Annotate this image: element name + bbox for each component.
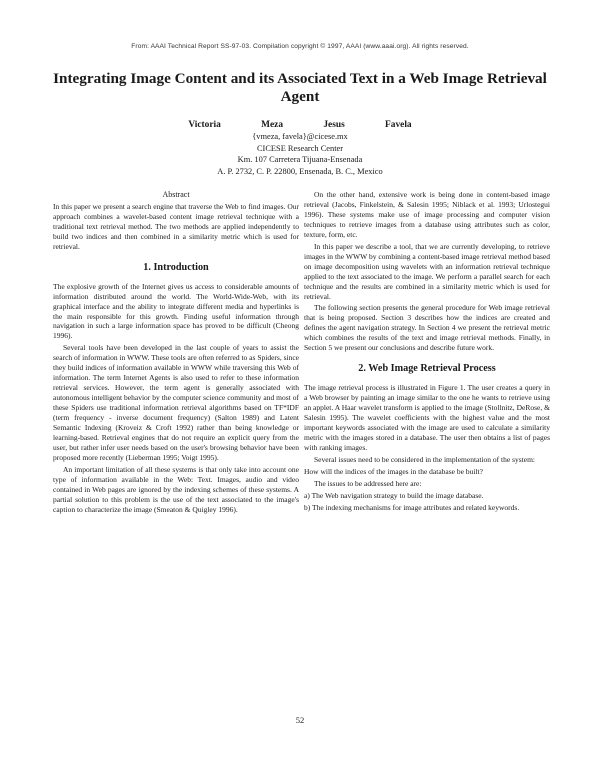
section-2-heading: 2. Web Image Retrieval Process xyxy=(358,363,496,375)
process-issue-a: a) The Web navigation strategy to build the image database. xyxy=(304,490,484,500)
intro-paragraph-5: In this paper we describe a tool, that we are currently developing, to retrieve images in the WWW by combining a content-based image retrieval method based on image decomposition using wavelets with an information retrieval technique applied to the text associated to the image. We perform a parallel search for each technique and the results are combined in a similarity metric which is used for retrieval. xyxy=(304,241,550,301)
right-column xyxy=(304,190,550,515)
process-issue-b: b) The indexing mechanisms for image attributes and related keywords. xyxy=(304,502,520,512)
author-institution: CICESE Research Center xyxy=(256,143,344,153)
process-issues-intro: The issues to be addressed here are: xyxy=(314,478,422,488)
intro-paragraph-6: The following section presents the general procedure for Web image retrieval that is being proposed. Section 3 describes how the indices are created and defines the agent navigation strategy. In Section 4 we present the retrieval metric which combines the results of the text and image retrieval methods. Finally, in Section 5 we present our conclusions and describe future work. xyxy=(304,303,550,353)
author-names: Victoria Meza Jesus Favela xyxy=(188,120,412,130)
left-column xyxy=(53,190,299,517)
intro-paragraph-4: On the other hand, extensive work is being done in content-based image retrieval (Jacobs, Finkelstein, & Salesin 1995; Niblack et al. 1993; Urlostegui 1996). These systems make use of image processing and computer vision techniques to retrieve images from a database using attributes such as color, texture, form, etc. xyxy=(304,190,550,239)
process-paragraph-2: Several issues need to be considered in the implementation of the system: xyxy=(314,454,535,464)
author-address-line-1: Km. 107 Carretera Tijuana-Ensenada xyxy=(237,155,363,165)
abstract-heading: Abstract xyxy=(162,190,190,199)
intro-paragraph-1: The explosive growth of the Internet gives us access to considerable amounts of information distributed around the world. The World-Wide-Web, with its graphical interface and the ability to integrate different media and hyperlinks is the main responsible for this growth. Finding useful information through navigation in such a large information space has proved to be difficult (Cheong 1996). xyxy=(53,281,299,341)
process-paragraph-1: The image retrieval process is illustrated in Figure 1. The user creates a query in a Web browser by painting an image similar to the one he wants to retrieve using an applet. A Haar wavelet transform is applied to the image (Stollnitz, DeRose, & Salesin 1995). The wavelet coefficients with the highest value and the most important keywords associated with the image are used to calculate a similarity metric with the images stored in a database. The user then obtains a list of pages with ranking images. xyxy=(304,383,550,452)
source-note: From: AAAI Technical Report SS-97-03. Compilation copyright © 1997, AAAI (www.aaai.org). All rights reserved. xyxy=(131,43,469,50)
author-address-line-2: A. P. 2732, C. P. 22800, Ensenada, B. C., Mexico xyxy=(217,166,383,176)
page-number: 52 xyxy=(295,715,305,725)
section-1-heading: 1. Introduction xyxy=(143,261,209,273)
author-email: {vmeza, favela}@cicese.mx xyxy=(252,132,348,142)
intro-paragraph-3: An important limitation of all these systems is that only take into account one type of information available in the Web: Text. Images, audio and video contained in Web pages are ignored by the indexing schemes of these systems. A partial solution to this problem is the use of the text associated to the image's caption to characterize the image (Smeaton & Quigley 1996). xyxy=(53,464,299,514)
intro-paragraph-2: Several tools have been developed in the last couple of years to assist the search of information in WWW. These tools are often referred to as Spiders, since they build indices of information available in WWW while traversing this Web of information. The term Internet Agents is also used to refer to these information retrieval services. However, the term agent is generally associated with autonomous intelligent behavior by the computer science community and most of these Spiders use traditional information retrieval algorithms based on TF*IDF (term frequency - inverse document frequency) (Salton 1989) and Latent Semantic Indexing (Kroveiz & Croft 1992) rather than being knowledge or learning-based. Retrieval engines that do not require an explicit query from the user, but rather infer user needs based on the user's browsing behavior have been proposed more recently (Lieberman 1995; Voigt 1995). xyxy=(53,343,299,462)
author-block xyxy=(0,120,600,177)
process-question: How will the indices of the images in the database be built? xyxy=(304,466,483,476)
paper-title: Integrating Image Content and its Associated Text in a Web Image Retrieval Agent xyxy=(53,70,547,105)
abstract-text: In this paper we present a search engine that traverse the Web to find images. Our approach combines a wavelet-based content image retrieval technique with a traditional text retrieval method. The two methods are applied independently to build two indices and then combined in a similarity metric which is used for retrieval. xyxy=(53,201,299,251)
